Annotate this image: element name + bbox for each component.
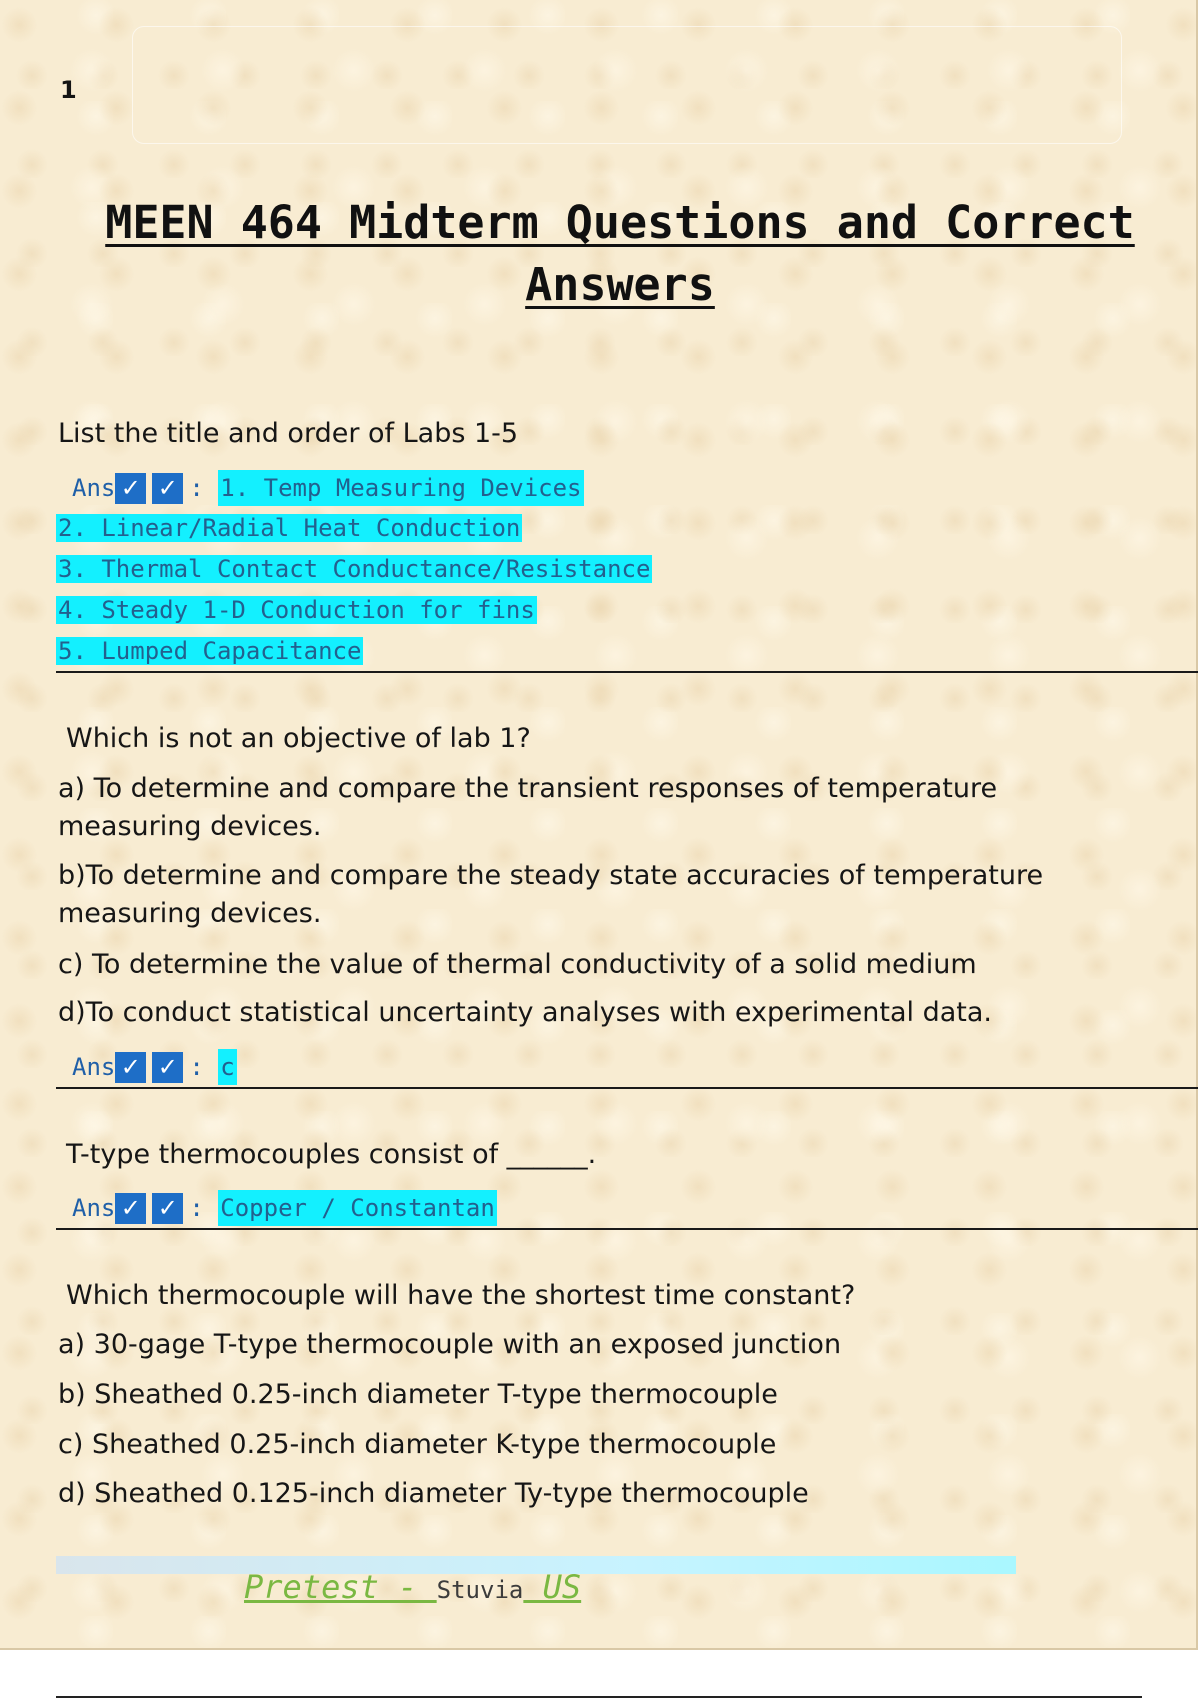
answer-prefix: Ans [72,1194,116,1222]
question-2-option-c: c) To determine the value of thermal conductivity of a solid medium [58,949,977,980]
answer-colon: : [189,474,219,502]
footer-watermark [244,1568,581,1606]
footer-link-us[interactable]: US [523,1568,582,1606]
answer-prefix: Ans [72,474,116,502]
question-4-option-d: d) Sheathed 0.125-inch diameter Ty-type thermocouple [58,1478,809,1509]
answer-line-wrapper [56,592,537,628]
question-4-text: Which thermocouple will have the shortest time constant? [66,1280,856,1311]
answer-prefix: Ans [72,1053,116,1081]
question-4-option-c: c) Sheathed 0.25-inch diameter K-type thermocouple [58,1429,777,1460]
document-title: MEEN 464 Midterm Questions and Correct Answers [105,196,1135,311]
question-3-text: T-type thermocouples consist of ______. [66,1139,597,1170]
question-divider [56,1228,1198,1230]
checkmark-icon: ✓ [152,1052,183,1083]
bottom-rule [56,1696,1142,1698]
checkmark-icon: ✓ [152,473,183,504]
answer-line-wrapper [56,551,652,587]
question-1-answer-row [72,470,584,506]
footer-link-pretest[interactable]: Pretest - [244,1568,437,1606]
answer-line-wrapper [56,510,522,546]
question-2-option-a: a) To determine and compare the transient responses of temperature measuring devices. [58,773,998,842]
answer-line-wrapper [56,633,363,669]
checkmark-icon: ✓ [115,1052,146,1083]
question-2-text: Which is not an objective of lab 1? [66,723,531,754]
question-2-option-b: b)To determine and compare the steady state accuracies of temperature measuring devices. [58,860,1044,929]
answer-line-4: 4. Steady 1-D Conduction for fins [58,596,535,624]
question-4-option-a: a) 30-gage T-type thermocouple with an exposed junction [58,1329,842,1360]
question-divider [56,671,1198,673]
question-2-option-d: d)To conduct statistical uncertainty analyses with experimental data. [58,997,992,1028]
answer-value: c [218,1049,236,1085]
checkmark-icon: ✓ [115,473,146,504]
checkmark-icon: ✓ [115,1193,146,1224]
question-divider [56,1087,1198,1089]
question-1-text: List the title and order of Labs 1-5 [58,418,519,449]
checkmark-icon: ✓ [152,1193,183,1224]
header-frame [132,26,1122,144]
question-3-answer-row [72,1190,497,1226]
question-2-answer-row [72,1049,237,1085]
answer-colon: : [189,1194,219,1222]
answer-line-5: 5. Lumped Capacitance [58,637,362,665]
page-number: 1 [60,76,77,104]
answer-value: Copper / Constantan [218,1190,497,1226]
answer-line-3: 3. Thermal Contact Conductance/Resistance [58,555,651,583]
answer-colon: : [189,1053,219,1081]
answer-line-2: 2. Linear/Radial Heat Conduction [58,514,521,542]
footer-brand: Stuvia [436,1576,524,1604]
question-4-option-b: b) Sheathed 0.25-inch diameter T-type thermocouple [58,1379,778,1410]
answer-line-1: 1. Temp Measuring Devices [218,470,583,506]
